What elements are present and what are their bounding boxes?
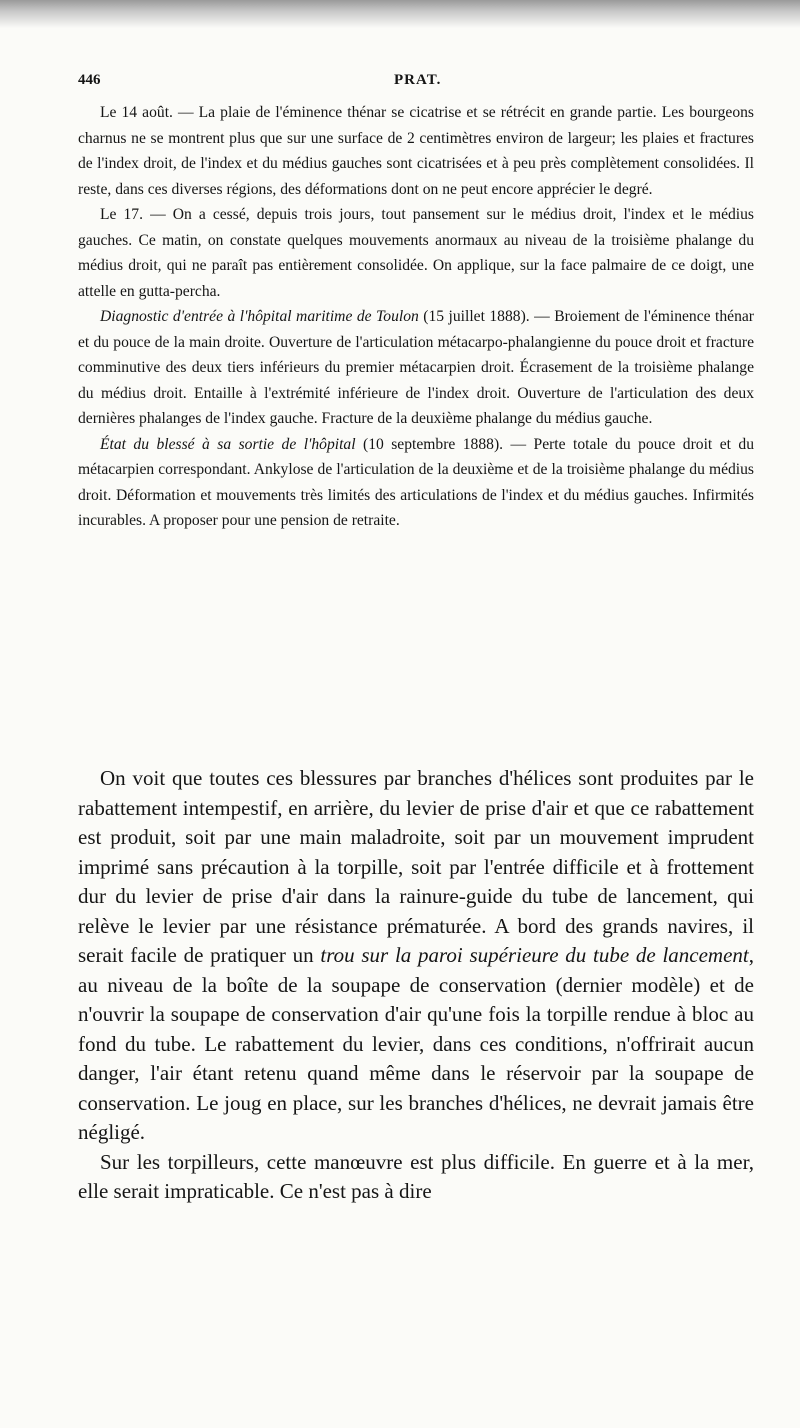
note-text: Le 17. — On a cessé, depuis trois jours, tout pansement sur le médius droit, l'index et le médius gauches. Ce matin, on constate quelques mouvements anormaux au niveau de la troisième phalange du médius droit, qui ne paraît pas entièrement consolidée. On applique, sur la face palmaire de ce doigt, une attelle en gutta-percha. xyxy=(78,206,754,300)
body-text: Sur les torpilleurs, cette manœuvre est plus difficile. En guerre et à la mer, elle serait impraticable. Ce n'est pas à dire xyxy=(78,1149,754,1203)
note-text: Le 14 août. — La plaie de l'éminence thénar se cicatrise et se rétrécit en grande partie. Les bourgeons charnus ne se montrent plus que sur une surface de 2 centimètres environ de largeur; les plaies et fractures de l'index droit, de l'index et du médius gauches sont cicatrisées et à peu près complètement consolidées. Il reste, dans ces diverses régions, des déformations dont on ne peut encore apprécier le degré. xyxy=(78,104,754,198)
discharge-paragraph xyxy=(78,432,754,534)
body-emphasis: trou sur la paroi supérieure du tube de lancement xyxy=(320,943,749,967)
discharge-heading: État du blessé à sa sortie de l'hôpital xyxy=(100,435,356,453)
case-notes xyxy=(78,100,754,534)
diagnosis-heading: Diagnostic d'entrée à l'hôpital maritime de Toulon xyxy=(100,308,419,325)
page-number: 446 xyxy=(78,72,101,88)
main-text xyxy=(78,764,754,1207)
discharge-text: (10 septembre 1888). — Perte totale du pouce droit et du métacarpien correspondant. Ankylose de l'articulation de la deuxième et de la troisième phalange du médius droit. Déformation et mouvements très limités des articulations de l'index et du médius gauches. Infirmités incurables. A proposer pour une pension de retraite. xyxy=(78,435,754,529)
page-header xyxy=(78,72,758,94)
body-paragraph xyxy=(78,764,754,1148)
scan-edge-shadow xyxy=(0,0,800,28)
note-paragraph xyxy=(78,202,754,304)
note-paragraph xyxy=(78,100,754,202)
body-paragraph xyxy=(78,1148,754,1207)
diagnosis-paragraph xyxy=(78,304,754,432)
running-title: PRAT. xyxy=(394,72,442,88)
body-text: On voit que toutes ces blessures par branches d'hélices sont produites par le rabattement intempestif, en arrière, du levier de prise d'air et que ce rabattement est produit, soit par une main maladroite, soit par un mouvement imprudent imprimé sans précaution à la torpille, soit par l'entrée difficile et à frottement dur du levier de prise d'air dans la rainure-guide du tube de lancement, qui relève le levier par une résistance prématurée. A bord des grands navires, il serait facile de pratiquer un xyxy=(78,766,754,967)
body-text: , au niveau de la boîte de la soupape de conservation (dernier modèle) et de n'ouvrir la soupape de conservation d'air qu'une fois la torpille rendue à bloc au fond du tube. Le rabattement du levier, dans ces conditions, n'offrirait aucun danger, l'air étant retenu quand même dans le réservoir par la soupape de conservation. Le joug en place, sur les branches d'hélices, ne devrait jamais être négligé. xyxy=(78,943,754,1144)
diagnosis-text: (15 juillet 1888). — Broiement de l'éminence thénar et du pouce de la main droite. Ouverture de l'articulation métacarpo-phalangienne du pouce droit et fracture comminutive des deux tiers inférieurs du premier métacarpien droit. Écrasement de la troisième phalange du médius droit. Entaille à l'extrémité inférieure de l'index droit. Ouverture de l'articulation des deux dernières phalanges de l'index gauche. Fracture de la deuxième phalange du médius gauche. xyxy=(78,308,754,427)
